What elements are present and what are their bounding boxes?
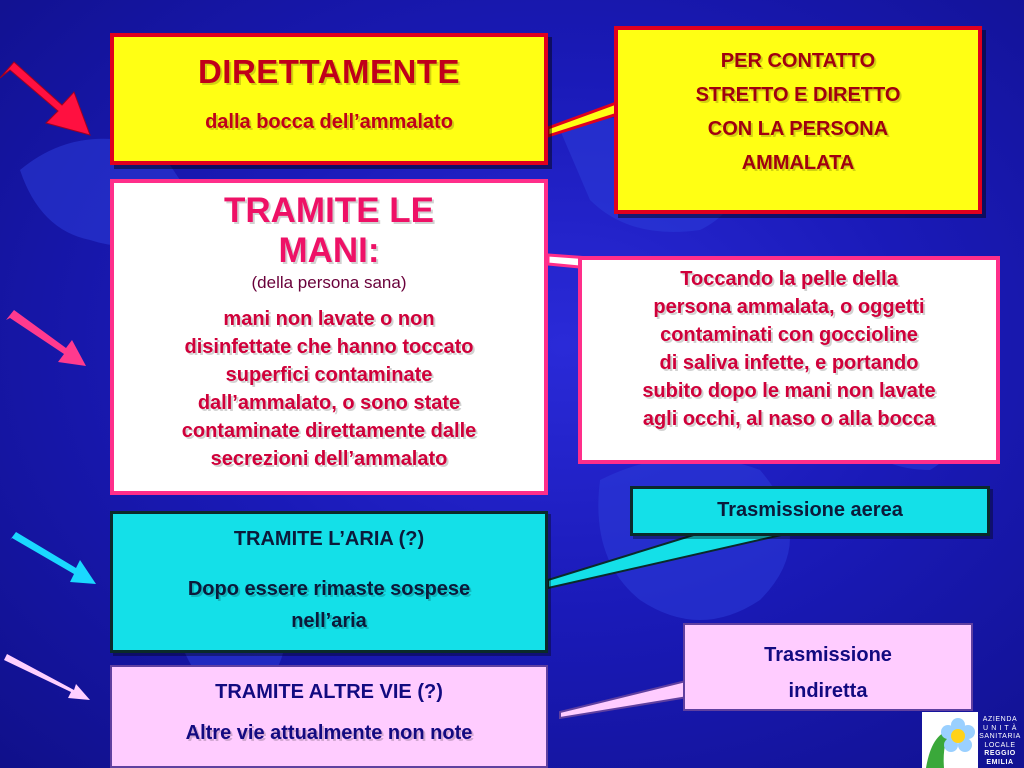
logo-line: SANITARIA — [979, 733, 1021, 740]
arrow-pink-icon — [6, 310, 86, 366]
ausl-logo-text — [978, 716, 1022, 767]
air-body-line: nell’aria — [291, 610, 367, 632]
air-body-line: Dopo essere rimaste sospese — [187, 578, 471, 600]
air-title: TRAMITE L’ARIA (?) — [233, 528, 425, 550]
hands-callout-line: Toccando la pelle della — [680, 268, 898, 290]
hands-body-line: secrezioni dell’ammalato — [210, 448, 448, 470]
flower-logo-icon — [922, 712, 978, 768]
direct-callout-line: CON LA PERSONA — [707, 118, 889, 140]
direct-callout-line: STRETTO E DIRETTO — [695, 84, 901, 106]
hands-callout-line: persona ammalata, o oggetti — [653, 296, 925, 318]
air-body — [113, 573, 545, 637]
hands-body-line: disinfettate che hanno toccato — [184, 336, 474, 358]
logo-line: EMILIA — [986, 758, 1014, 766]
hands-title — [114, 191, 544, 271]
ausl-logo — [922, 712, 1024, 768]
direct-title: DIRETTAMENTE — [197, 53, 461, 90]
hands-callout — [578, 256, 1000, 464]
logo-line: REGGIO — [984, 750, 1016, 757]
logo-line: U N I T À — [983, 724, 1017, 732]
hands-callout-line: agli occhi, al naso o alla bocca — [642, 408, 936, 430]
arrow-lilac-icon — [4, 654, 90, 700]
hands-body-line: superfici contaminate — [225, 364, 433, 386]
hands-title-line: MANI: — [278, 231, 380, 270]
direct-callout-line: PER CONTATTO — [720, 50, 876, 72]
arrow-cyan-icon — [10, 532, 96, 584]
other-callout-line: indiretta — [788, 680, 868, 702]
hands-transmission-box — [110, 179, 548, 495]
callout-connector-air — [548, 533, 790, 588]
hands-body-line: contaminate direttamente dalle — [181, 420, 477, 442]
air-transmission-box — [110, 511, 548, 653]
other-transmission-box — [110, 665, 548, 768]
air-callout-text: Trasmissione aerea — [717, 499, 903, 521]
direct-callout-line: AMMALATA — [741, 152, 855, 174]
direct-contact-callout — [614, 26, 982, 214]
hands-body-line: mani non lavate o non — [223, 308, 435, 330]
other-callout-line: Trasmissione — [764, 644, 892, 666]
left-arrows — [0, 0, 110, 768]
hands-callout-line: di saliva infette, e portando — [659, 352, 919, 374]
hands-body — [114, 305, 544, 473]
air-callout — [630, 486, 990, 536]
callout-connector-other — [560, 680, 700, 718]
other-callout — [683, 623, 973, 711]
hands-title-line: TRAMITE LE — [224, 191, 434, 230]
hands-callout-line: contaminati con goccioline — [660, 324, 918, 346]
arrow-red-icon — [0, 62, 90, 135]
direct-transmission-box — [110, 33, 548, 165]
other-body: Altre vie attualmente non note — [185, 722, 473, 744]
hands-body-line: dall’ammalato, o sono state — [197, 392, 461, 414]
other-title: TRAMITE ALTRE VIE (?) — [215, 681, 443, 703]
logo-line: AZIENDA — [982, 716, 1018, 723]
direct-subtitle: dalla bocca dell’ammalato — [205, 111, 453, 133]
hands-callout-line: subito dopo le mani non lavate — [642, 380, 936, 402]
hands-subtitle: (della persona sana) — [251, 273, 407, 292]
logo-line: LOCALE — [984, 741, 1016, 749]
